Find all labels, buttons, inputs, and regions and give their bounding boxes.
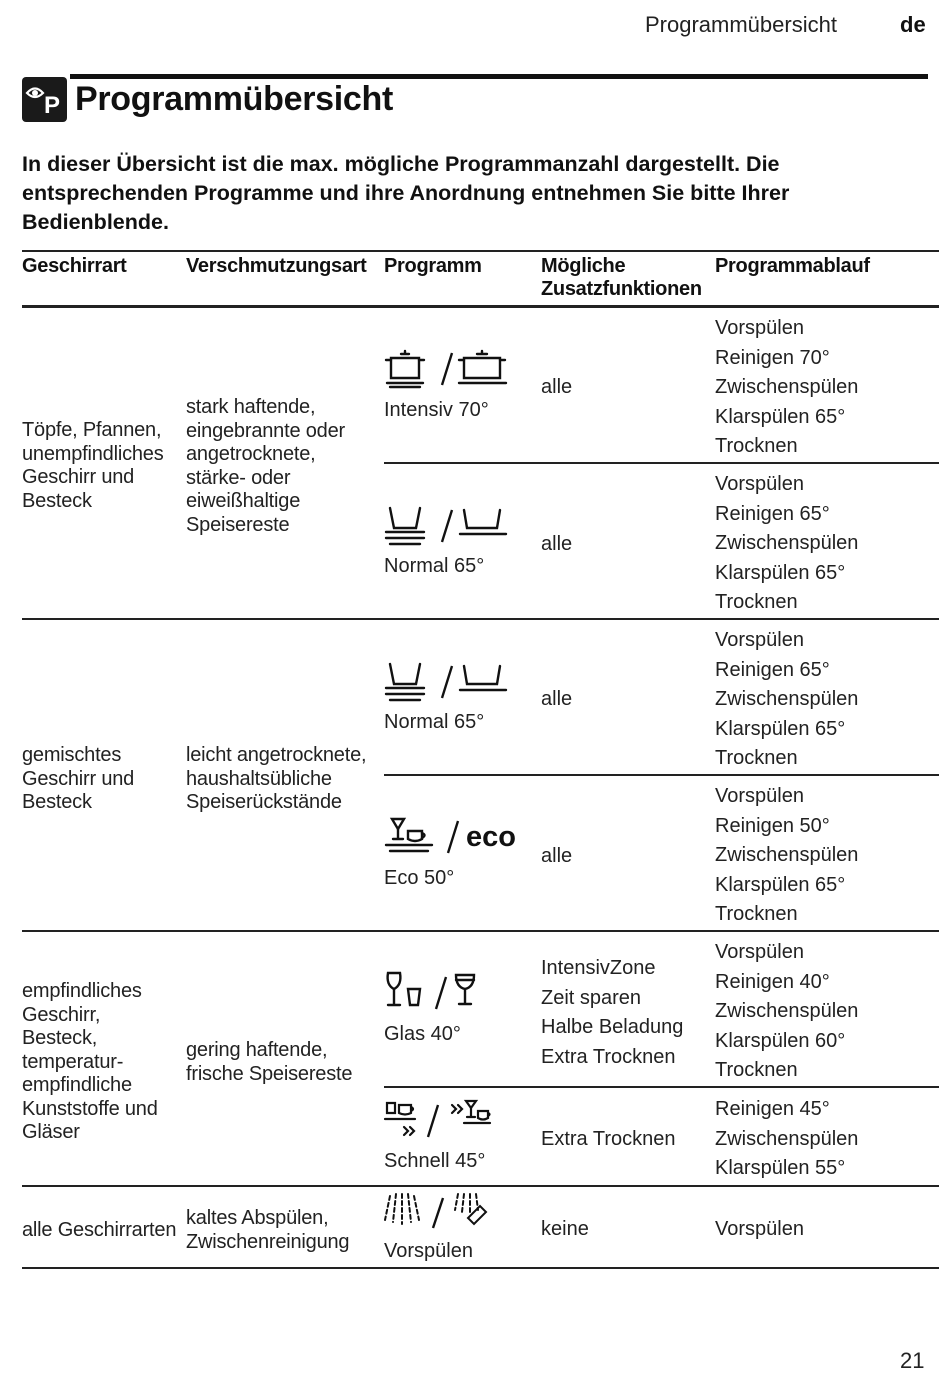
plate-rack-icon	[460, 510, 506, 534]
column-header-zusatzfunktionen	[541, 255, 702, 301]
program-flow-cell: Vorspülen Reinigen 65° Zwischenspülen Klarspülen 65° Trocknen	[715, 629, 859, 770]
program-icons	[382, 502, 512, 553]
pot-icon	[459, 351, 506, 383]
program-divider	[384, 462, 939, 464]
prerinse-icon	[455, 1194, 486, 1224]
group-divider	[22, 1185, 939, 1187]
extras-cell: Extra Trocknen	[541, 1128, 676, 1150]
glass-cup-icon	[388, 973, 420, 1005]
verschmutzung-cell: kaltes Abspülen, Zwischenreinigung	[186, 1207, 350, 1253]
table-top-rule	[22, 250, 939, 252]
verschmutzung-cell: stark haftende, eingebrannte oder angetrocknete, stärke- oder eiweißhaltige Speisereste	[186, 396, 345, 536]
program-icons	[382, 1190, 512, 1237]
program-icons	[382, 345, 512, 396]
geschirrart-cell: alle Geschirrarten	[22, 1219, 177, 1241]
program-divider	[384, 774, 939, 776]
column-header-programmablauf: Programmablauf	[715, 255, 870, 277]
program-name: Normal 65°	[384, 555, 485, 577]
table-bottom-rule	[22, 1267, 939, 1269]
program-name: Eco 50°	[384, 867, 455, 889]
program-flow-cell: Vorspülen Reinigen 65° Zwischenspülen Klarspülen 65° Trocknen	[715, 473, 859, 614]
column-header-geschirrart: Geschirrart	[22, 255, 127, 277]
language-tag: de	[900, 12, 926, 37]
plate-rack-icon	[386, 508, 424, 544]
extras-cell: alle	[541, 845, 573, 867]
program-flow-cell: Vorspülen Reinigen 50° Zwischenspülen Klarspülen 65° Trocknen	[715, 785, 859, 926]
svg-text:P: P	[44, 92, 61, 119]
page-number: 21	[900, 1348, 925, 1373]
program-name: Vorspülen	[384, 1240, 473, 1262]
program-flow-cell: Vorspülen Reinigen 40° Zwischenspülen Klarspülen 60° Trocknen	[715, 941, 859, 1082]
column-header-zusatz-line2: Zusatzfunktionen	[541, 278, 702, 300]
program-name: Schnell 45°	[384, 1150, 486, 1172]
program-icons	[382, 969, 512, 1020]
program-name: Intensiv 70°	[384, 399, 489, 421]
geschirrart-cell: Töpfe, Pfannen, unempfindliches Geschirr und Besteck	[22, 419, 164, 512]
extras-cell: alle	[541, 533, 573, 555]
wine-glass-icon	[456, 975, 474, 1004]
extras-cell: keine	[541, 1218, 589, 1240]
program-name: Glas 40°	[384, 1023, 461, 1045]
table-header-rule	[22, 305, 939, 308]
pot-icon	[386, 351, 424, 387]
eco-label: eco	[466, 821, 516, 853]
column-header-programm: Programm	[384, 255, 482, 277]
verschmutzung-cell: leicht angetrocknete, haushaltsübliche Speiserückstände	[186, 744, 367, 813]
quick-icon	[452, 1101, 490, 1123]
column-header-zusatz-line1: Mögliche	[541, 255, 626, 277]
program-icons	[382, 813, 522, 864]
program-icons	[382, 658, 512, 709]
column-header-verschmutzungsart: Verschmutzungsart	[186, 255, 367, 277]
group-divider	[22, 930, 939, 932]
title-rule	[70, 74, 928, 79]
geschirrart-cell: empfindliches Geschirr, Besteck, temperatur- empfindliche Kunststoffe und Gläser	[22, 980, 158, 1143]
extras-cell: IntensivZone Zeit sparen Halbe Beladung Extra Trocknen	[541, 957, 684, 1068]
program-flow-cell: Reinigen 45° Zwischenspülen Klarspülen 55°	[715, 1098, 859, 1180]
extras-cell: alle	[541, 688, 573, 710]
program-flow-cell: Vorspülen	[715, 1218, 804, 1240]
group-divider	[22, 618, 939, 620]
quick-icon	[385, 1103, 415, 1135]
program-flow-cell: Vorspülen Reinigen 70° Zwischenspülen Klarspülen 65° Trocknen	[715, 317, 859, 458]
plate-rack-icon	[460, 666, 506, 690]
program-info-icon	[22, 77, 67, 122]
extras-cell: alle	[541, 376, 573, 398]
program-icons	[382, 1097, 512, 1148]
geschirrart-cell: gemischtes Geschirr und Besteck	[22, 744, 135, 813]
verschmutzung-cell: gering haftende, frische Speisereste	[186, 1039, 353, 1085]
prerinse-icon	[385, 1194, 419, 1224]
page-title: Programmübersicht	[75, 80, 393, 118]
program-name: Normal 65°	[384, 711, 485, 733]
running-header-title: Programmübersicht	[645, 12, 837, 37]
eco-glass-cup-icon	[386, 819, 432, 851]
plate-rack-icon	[386, 664, 424, 700]
program-divider	[384, 1086, 939, 1088]
intro-paragraph: In dieser Übersicht ist die max. mögliche Programmanzahl dargestellt. Die entsprechenden Programme und ihre Anordnung entnehmen Sie bitte Ihrer Bedienblende.	[22, 152, 790, 234]
